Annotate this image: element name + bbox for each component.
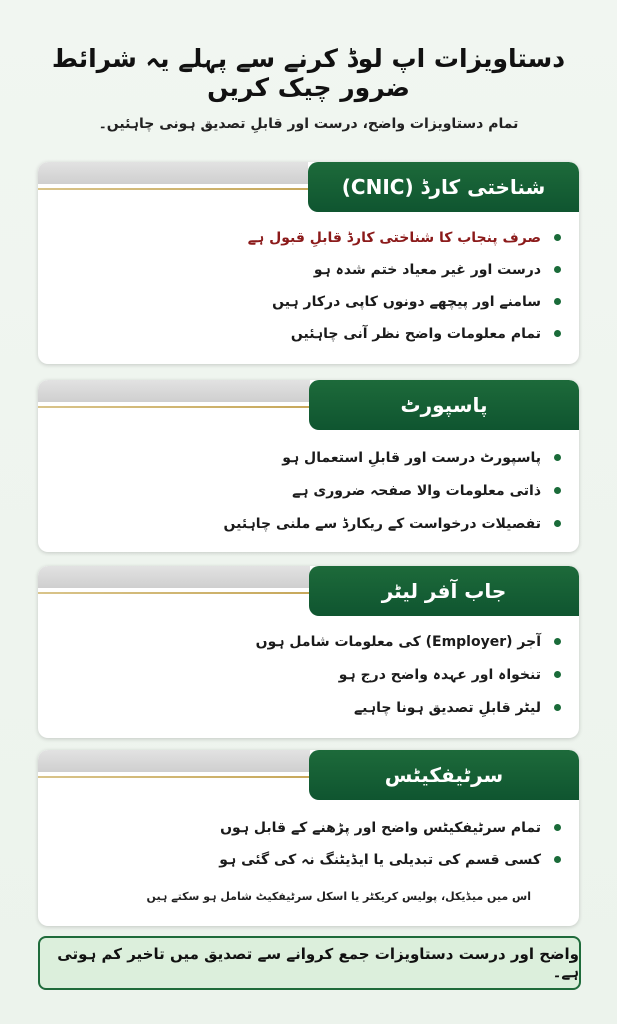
list-item: کسی قسم کی تبدیلی یا ایڈیٹنگ نہ کی گئی ہو [54,850,563,870]
job-offer-list [54,632,563,718]
list-item: لیٹر قابلِ تصدیق ہونا چاہیے [54,698,563,718]
list-item: تمام سرٹیفکیٹس واضح اور پڑھنے کے قابل ہوں [54,818,563,838]
bullet-icon [554,266,561,273]
cnic-heading: شناختی کارڈ (CNIC) [308,162,579,212]
job-offer-heading: جاب آفر لیٹر [309,566,579,616]
certificates-heading: سرٹیفکیٹس [309,750,579,800]
list-item: تنخواہ اور عہدہ واضح درج ہو [54,665,563,685]
bullet-icon [554,487,561,494]
card-gold-rule [38,592,310,594]
certificates-card [38,750,579,926]
job-offer-card [38,566,579,738]
bullet-icon [554,824,561,831]
bullet-icon [554,856,561,863]
list-item: پاسپورٹ درست اور قابلِ استعمال ہو [54,448,563,468]
list-item: درست اور غیر معیاد ختم شدہ ہو [54,260,563,280]
cnic-list [54,228,563,344]
certificates-list [54,818,563,870]
bullet-icon [554,234,561,241]
page-title: دستاویزات اپ لوڈ کرنے سے پہلے یہ شرائط ضرور چیک کریں [51,44,566,102]
bullet-icon [554,298,561,305]
card-top-strip [38,380,310,402]
passport-card [38,380,579,552]
cnic-card [38,162,579,364]
passport-heading: پاسپورٹ [309,380,579,430]
list-item: صرف پنجاب کا شناختی کارڈ قابلِ قبول ہے [54,228,563,248]
passport-list [54,448,563,534]
certificates-note: اس میں میڈیکل، پولیس کریکٹر یا اسکل سرٹیفکیٹ شامل ہو سکتے ہیں [146,890,531,903]
card-gold-rule [38,188,308,190]
card-gold-rule [38,776,310,778]
list-item: آجر (Employer) کی معلومات شامل ہوں [54,632,563,652]
card-top-strip [38,566,310,588]
list-item: سامنے اور پیچھے دونوں کاپی درکار ہیں [54,292,563,312]
list-item: ذاتی معلومات والا صفحہ ضروری ہے [54,481,563,501]
list-item: تمام معلومات واضح نظر آنی چاہئیں [54,324,563,344]
page-subtitle: تمام دستاویزات واضح، درست اور قابلِ تصدیق ہونی چاہئیں۔ [98,116,519,132]
bullet-icon [554,454,561,461]
list-item: تفصیلات درخواست کے ریکارڈ سے ملنی چاہئیں [54,514,563,534]
bullet-icon [554,520,561,527]
bullet-icon [554,330,561,337]
card-top-strip [38,162,308,184]
card-gold-rule [38,406,310,408]
bullet-icon [554,671,561,678]
footer-notice: واضح اور درست دستاویزات جمع کروانے سے تصدیق میں تاخیر کم ہوتی ہے۔ [38,936,581,990]
bullet-icon [554,704,561,711]
bullet-icon [554,638,561,645]
card-top-strip [38,750,310,772]
